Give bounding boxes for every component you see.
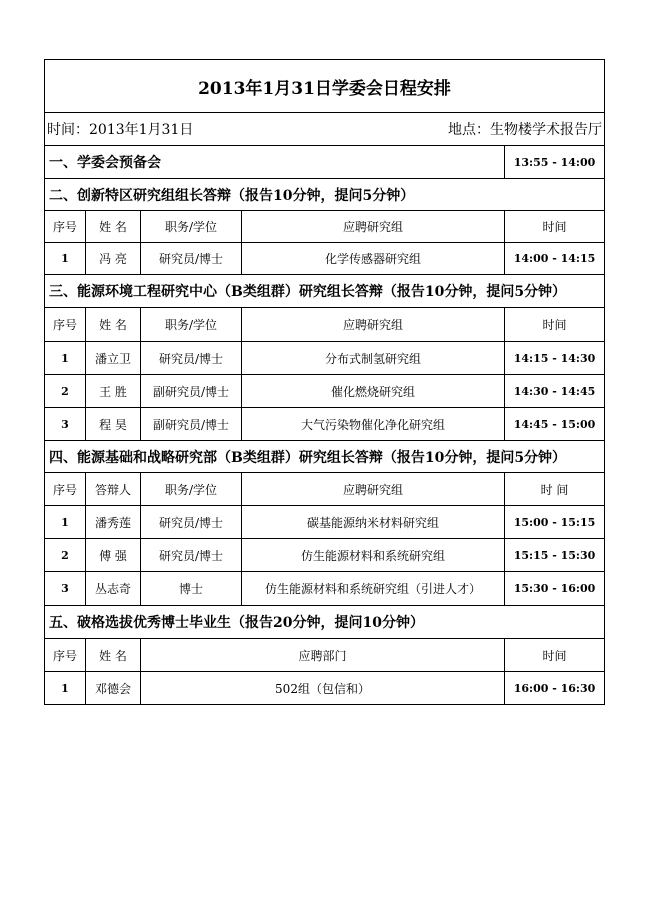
row-time: 15:30 - 16:00 [504, 572, 604, 605]
row-no: 1 [61, 252, 69, 265]
col-title: 职务/学位 [140, 473, 241, 505]
row-name: 潘秀莲 [85, 506, 140, 538]
section1-time: 13:55 - 14:00 [504, 146, 604, 178]
col-title: 职务/学位 [140, 211, 241, 242]
row-group: 仿生能源材料和系统研究组 [241, 539, 504, 571]
row-name: 潘立卫 [85, 342, 140, 374]
row-no: 2 [61, 548, 69, 562]
table-row [44, 243, 605, 275]
section4-column-headers [44, 473, 605, 506]
col-name: 姓 名 [85, 308, 140, 341]
meta-row [44, 112, 605, 146]
row-time: 14:00 - 14:15 [504, 243, 604, 274]
row-name: 丛志奇 [85, 572, 140, 605]
col-no: 序号 [52, 318, 77, 332]
table-row [44, 408, 605, 441]
col-time: 时 间 [504, 473, 604, 505]
section1-row [44, 146, 605, 179]
table-row [44, 672, 605, 705]
row-title: 副研究员/博士 [140, 375, 241, 407]
row-time: 14:30 - 14:45 [504, 375, 604, 407]
col-group: 应聘研究组 [241, 473, 504, 505]
row-title: 博士 [140, 572, 241, 605]
section3-title: 三、能源环境工程研究中心（B类组群）研究组长答辩（报告10分钟，提问5分钟） [49, 284, 567, 300]
col-group: 应聘研究组 [241, 211, 504, 242]
row-group: 化学传感器研究组 [241, 243, 504, 274]
row-name: 邓德会 [85, 672, 140, 704]
row-group: 碳基能源纳米材料研究组 [241, 506, 504, 538]
section3-header-row [44, 275, 605, 308]
row-name: 冯 亮 [85, 243, 140, 274]
col-group: 应聘研究组 [241, 308, 504, 341]
col-no: 序号 [52, 482, 77, 497]
section2-column-headers [44, 211, 605, 243]
col-time: 时间 [504, 211, 604, 242]
row-title: 研究员/博士 [140, 243, 241, 274]
title-row [44, 59, 605, 113]
col-no: 序号 [52, 220, 77, 234]
section2-title: 二、创新特区研究组组长答辩（报告10分钟，提问5分钟） [49, 187, 415, 204]
row-group: 催化燃烧研究组 [241, 375, 504, 407]
section2-header-row [44, 179, 605, 211]
table-row [44, 375, 605, 408]
col-time: 时间 [504, 639, 604, 671]
row-title: 副研究员/博士 [140, 408, 241, 440]
row-name: 程 昊 [85, 408, 140, 440]
row-time: 14:45 - 15:00 [504, 408, 604, 440]
row-no: 3 [61, 582, 69, 595]
row-name: 傅 强 [85, 539, 140, 571]
col-name: 姓 名 [85, 211, 140, 242]
row-title: 研究员/博士 [140, 506, 241, 538]
section5-title: 五、破格选拔优秀博士毕业生（报告20分钟，提问10分钟） [49, 615, 424, 631]
col-time: 时间 [504, 308, 604, 341]
section3-column-headers [44, 308, 605, 342]
col-name: 姓 名 [85, 639, 140, 671]
page-title: 2013年1月31日学委会日程安排 [198, 78, 451, 99]
row-no: 2 [61, 384, 69, 398]
col-no: 序号 [52, 648, 77, 663]
row-no: 3 [61, 417, 69, 431]
col-title: 职务/学位 [140, 308, 241, 341]
meeting-location: 地点：生物楼学术报告厅 [448, 121, 602, 138]
row-group: 大气污染物催化净化研究组 [241, 408, 504, 440]
row-time: 14:15 - 14:30 [504, 342, 604, 374]
row-group: 分布式制氢研究组 [241, 342, 504, 374]
table-row [44, 506, 605, 539]
section5-column-headers [44, 639, 605, 672]
row-title: 研究员/博士 [140, 539, 241, 571]
row-no: 1 [61, 351, 69, 365]
section5-header-row [44, 606, 605, 639]
col-dept: 应聘部门 [140, 639, 504, 671]
table-row [44, 572, 605, 606]
row-time: 16:00 - 16:30 [504, 672, 604, 704]
row-no: 1 [61, 515, 69, 529]
table-row [44, 539, 605, 572]
section4-title: 四、能源基础和战略研究部（B类组群）研究组长答辩（报告10分钟，提问5分钟） [49, 449, 567, 466]
section4-header-row [44, 441, 605, 473]
row-group: 仿生能源材料和系统研究组（引进人才） [241, 572, 504, 605]
row-no: 1 [61, 681, 69, 695]
col-name: 答辩人 [85, 473, 140, 505]
section1-title: 一、学委会预备会 [49, 155, 161, 171]
row-time: 15:15 - 15:30 [504, 539, 604, 571]
row-title: 研究员/博士 [140, 342, 241, 374]
meeting-time: 时间：2013年1月31日 [47, 121, 194, 138]
row-name: 王 胜 [85, 375, 140, 407]
row-time: 15:00 - 15:15 [504, 506, 604, 538]
table-row [44, 342, 605, 375]
row-dept: 502组（包信和） [140, 672, 504, 704]
